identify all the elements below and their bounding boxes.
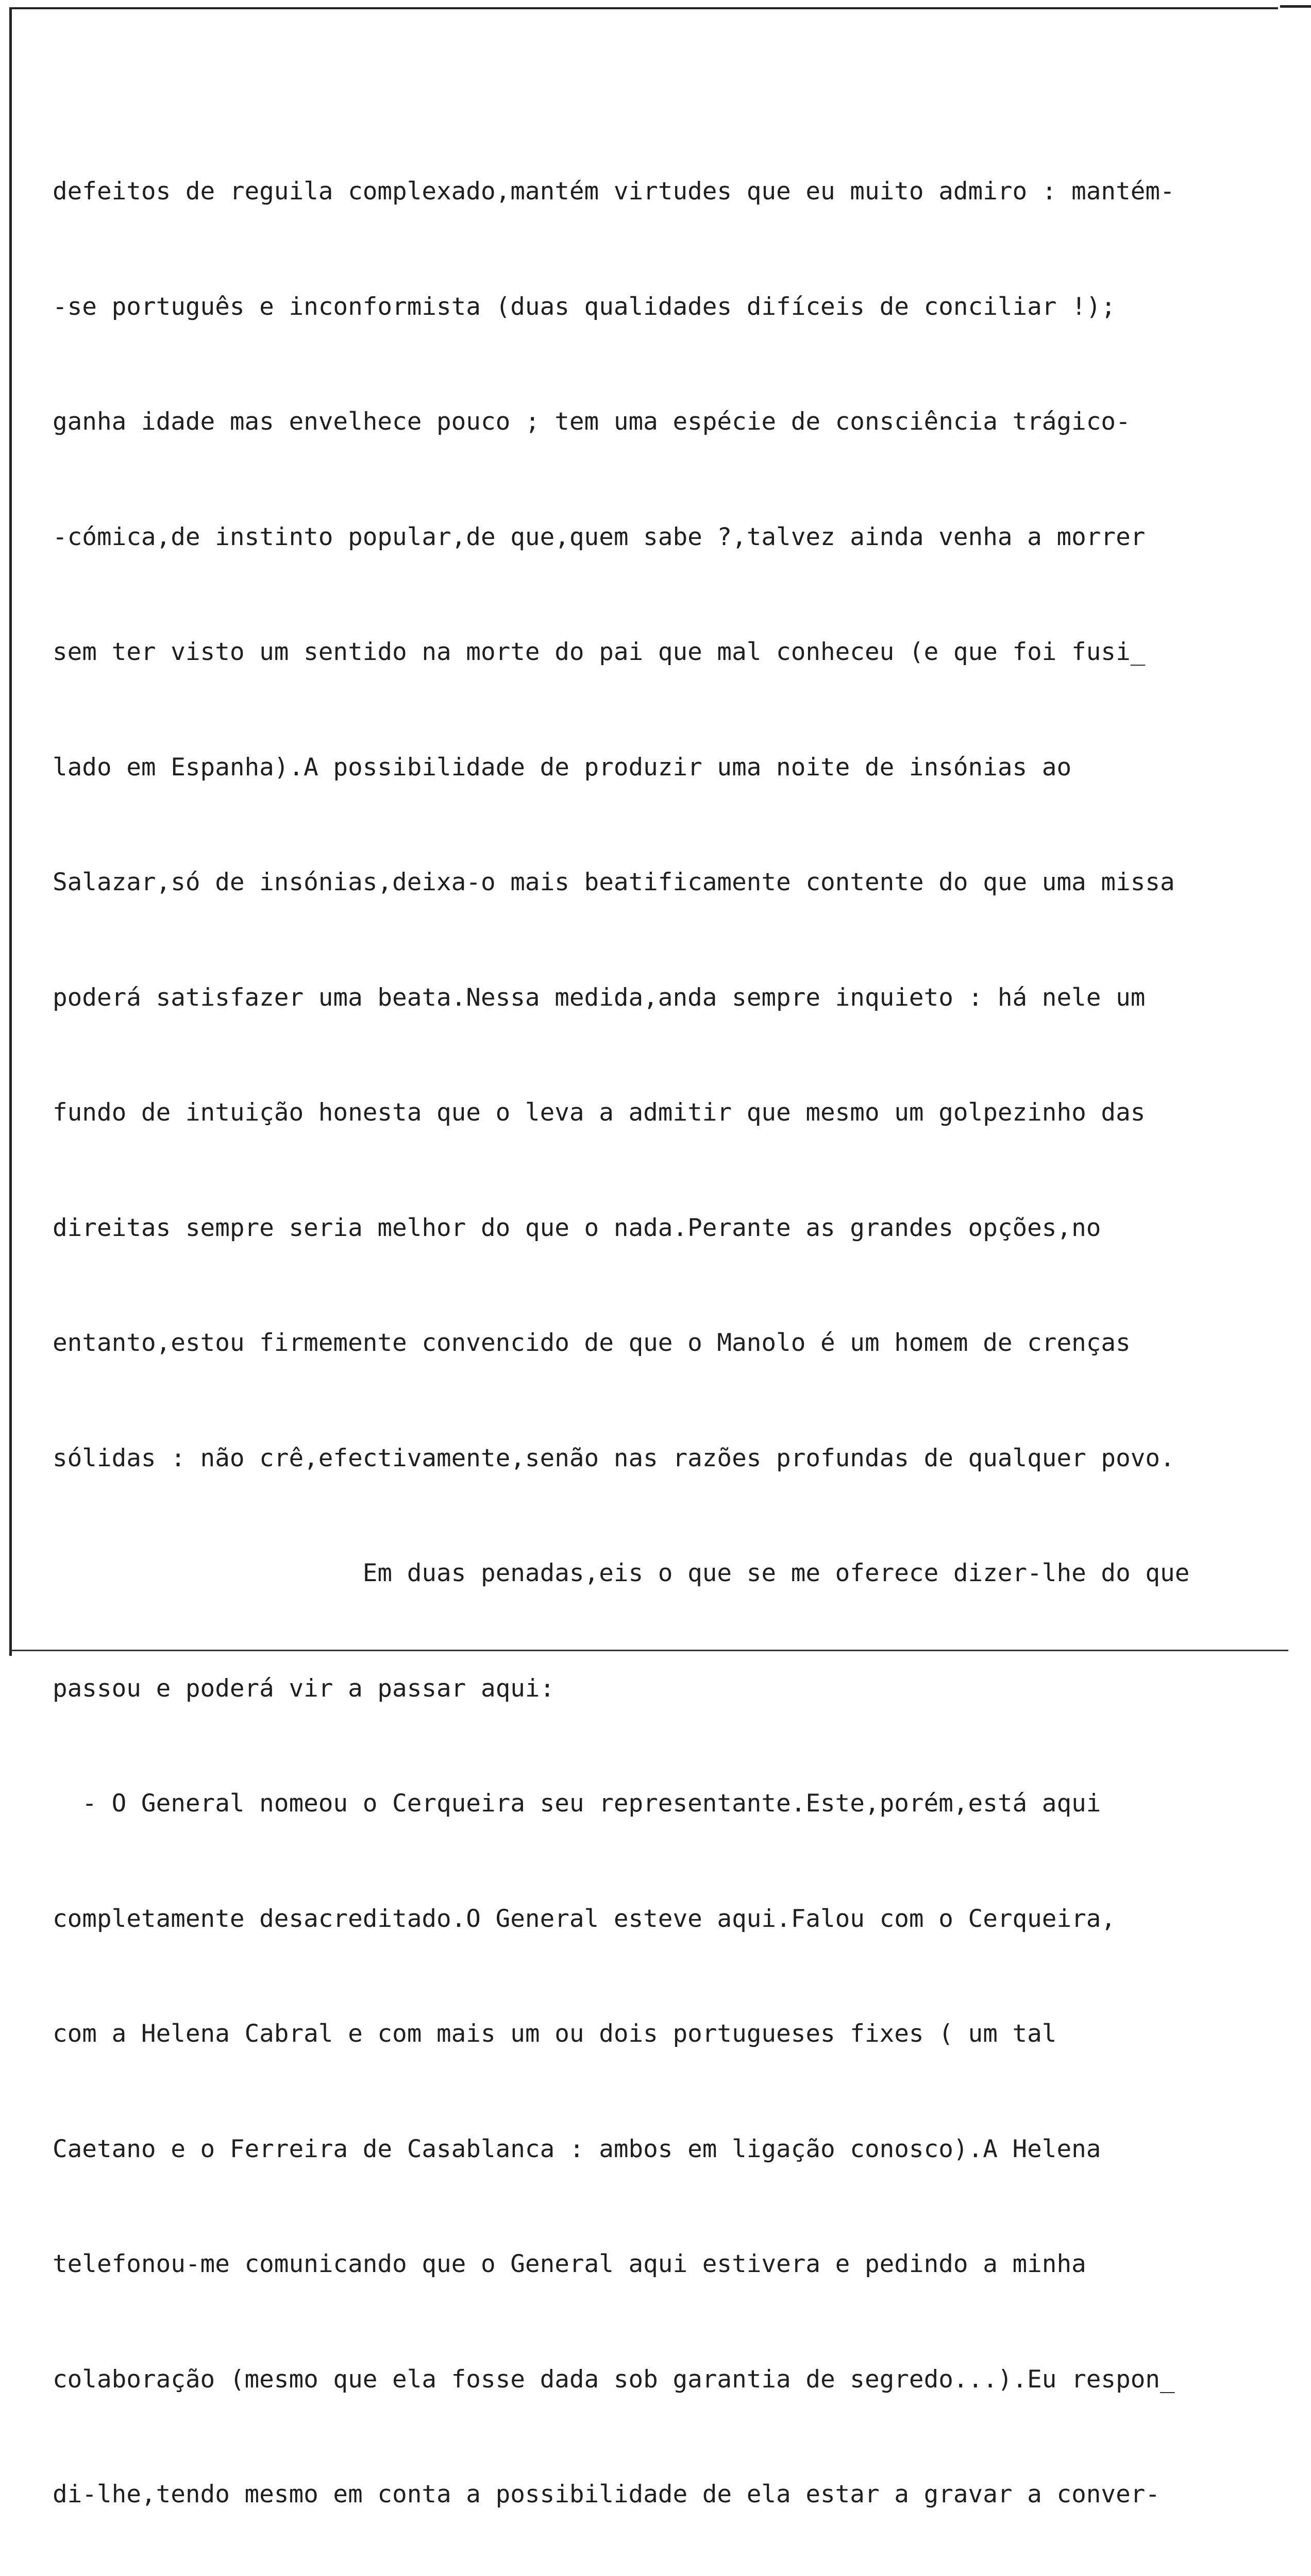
text-line: entanto,estou firmemente convencido de que o Manolo é um homem de crenças — [53, 1329, 1131, 1357]
text-line: poderá satisfazer uma beata.Nessa medida,anda sempre inquieto : há nele um — [53, 983, 1146, 1012]
letter-body — [53, 96, 1289, 2576]
text-line: telefonou-me comunicando que o General aqui estivera e pedindo a minha — [53, 2250, 1086, 2278]
text-line: colaboração (mesmo que ela fosse dada sob garantia de segredo...).Eu respon_ — [53, 2365, 1175, 2394]
page-top-border — [10, 7, 1278, 9]
text-line: passou e poderá vir a passar aqui: — [53, 1674, 555, 1703]
text-line: di-lhe,tendo mesmo em conta a possibilidade de ela estar a gravar a conver- — [53, 2480, 1161, 2509]
text-line: defeitos de reguila complexado,mantém virtudes que eu muito admiro : mantém- — [53, 177, 1175, 206]
text-line: fundo de intuição honesta que o leva a admitir que mesmo um golpezinho das — [53, 1098, 1146, 1127]
text-line: -cómica,de instinto popular,de que,quem sabe ?,talvez ainda venha a morrer — [53, 522, 1146, 551]
text-line: Salazar,só de insónias,deixa-o mais beatificamente contente do que uma missa — [53, 868, 1175, 896]
text-line: sem ter visto um sentido na morte do pai que mal conheceu (e que foi fusi_ — [53, 638, 1146, 666]
corner-mark — [1280, 5, 1311, 8]
text-line: direitas sempre seria melhor do que o nada.Perante as grandes opções,no — [53, 1213, 1101, 1242]
text-line: ganha idade mas envelhece pouco ; tem uma espécie de consciência trágico- — [53, 408, 1131, 436]
text-line: com a Helena Cabral e com mais um ou dois portugueses fixes ( um tal — [53, 2020, 1057, 2048]
text-line: Em duas penadas,eis o que se me oferece dizer-lhe do que — [53, 1559, 1190, 1587]
text-line: lado em Espanha).A possibilidade de produzir uma noite de insónias ao — [53, 753, 1072, 782]
page-left-border — [9, 7, 12, 1656]
text-line: -se português e inconformista (duas qualidades difíceis de conciliar !); — [53, 292, 1116, 321]
text-line: sólidas : não crê,efectivamente,senão nas razões profundas de qualquer povo. — [53, 1444, 1175, 1472]
text-line: completamente desacreditado.O General esteve aqui.Falou com o Cerqueira, — [53, 1904, 1116, 1933]
text-line: - O General nomeou o Cerqueira seu representante.Este,porém,está aqui — [53, 1789, 1101, 1818]
text-line: Caetano e o Ferreira de Casablanca : ambos em ligação conosco).A Helena — [53, 2134, 1101, 2163]
